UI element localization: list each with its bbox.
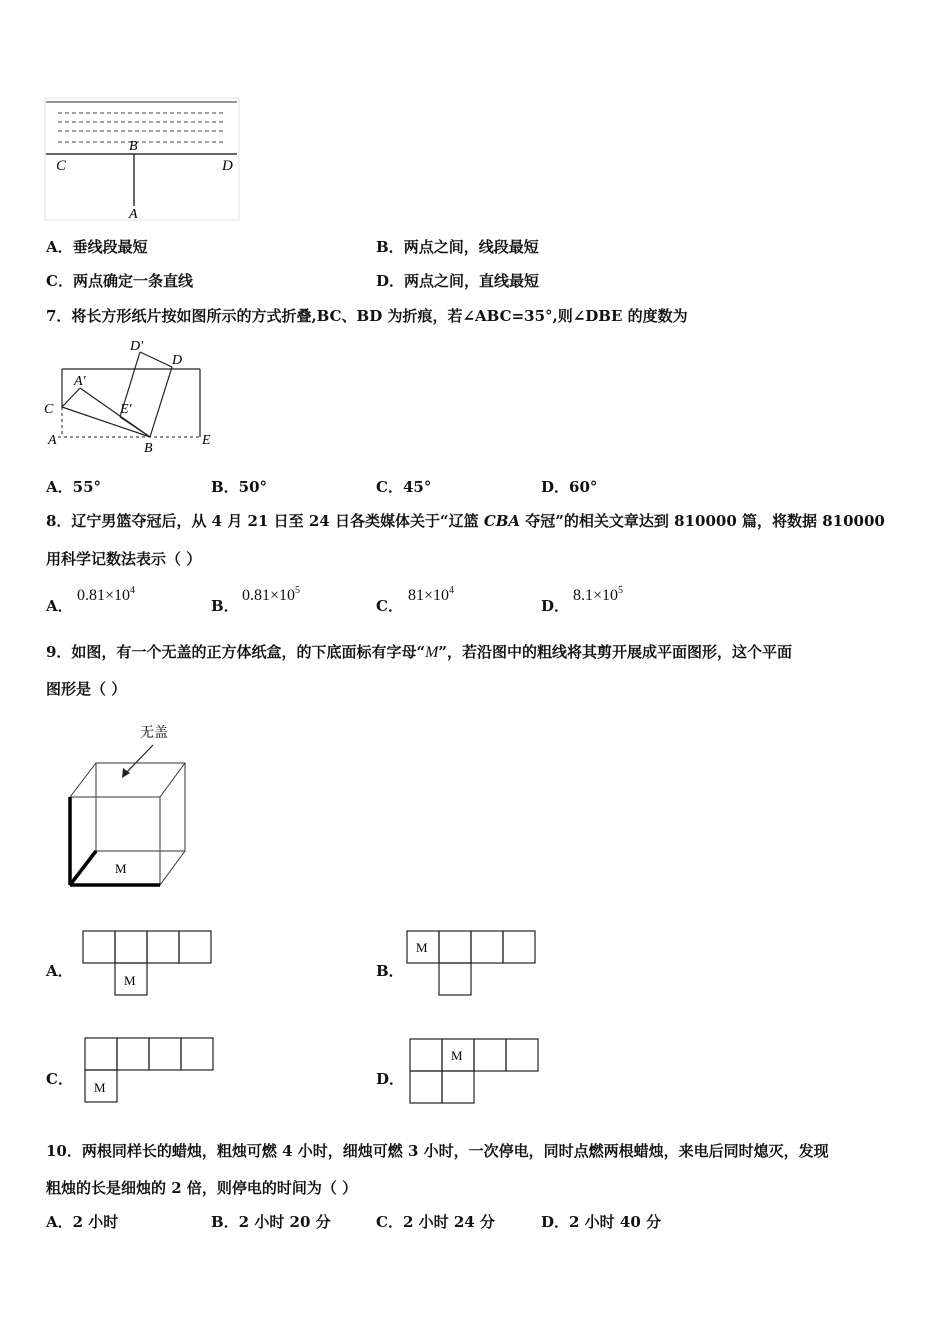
- q9-net-a-cell-3: [147, 931, 179, 963]
- q7-stem: 7．将长方形纸片按如图所示的方式折叠,BC、BD 为折痕，若∠ABC=35°,则∠DBE 的度数为: [46, 307, 688, 325]
- q6-option-d-letter: D．: [376, 272, 405, 290]
- q6-option-b: [376, 236, 539, 257]
- q8-option-c-letter: C．: [376, 597, 403, 615]
- q8-option-b-exp: 5: [295, 585, 301, 596]
- q9-net-c-cell-3: [149, 1038, 181, 1070]
- q10-stem-line2: 粗烛的长是细烛的 2 倍，则停电的时间为（ ）: [46, 1179, 358, 1197]
- q7-option-d: D．60°: [541, 478, 598, 496]
- q8-option-a-value: [77, 585, 135, 605]
- q9-net-b-cell-2: [439, 931, 471, 963]
- q10-option-b: B．2 小时 20 分: [211, 1213, 331, 1231]
- q6-option-c-letter: C．: [46, 272, 73, 290]
- q9-stem-italic: M: [425, 644, 439, 661]
- q9-net-d-cell-4: [506, 1039, 538, 1071]
- q9-net-a-cell-2: [115, 931, 147, 963]
- q9-net-d-cell-1: [410, 1039, 442, 1071]
- q9-option-c-letter: C．: [46, 1070, 73, 1088]
- q9-net-d-cell-5: [410, 1071, 442, 1103]
- q9-net-d-cell-6: [442, 1071, 474, 1103]
- q6-option-c-text: 两点确定一条直线: [72, 272, 193, 290]
- q8-option-b-value: [242, 585, 300, 605]
- q8-stem-line2: 用科学记数法表示（ ）: [46, 550, 202, 568]
- q9-cube-edge-br: [160, 851, 185, 885]
- q7-label-a-prime: A': [74, 374, 86, 389]
- q10-option-a: A．2 小时: [46, 1213, 119, 1231]
- q6-option-a-letter: A．: [46, 238, 73, 256]
- q7-figure: [44, 334, 224, 454]
- q6-option-b-text: 两点之间，线段最短: [403, 238, 539, 256]
- q6-label-c: C: [56, 158, 67, 174]
- q9-option-d-letter: D．: [376, 1070, 405, 1088]
- q8-option-a-letter: A．: [46, 597, 73, 615]
- q8-option-c-base: 81×10: [408, 587, 450, 604]
- q9-cube-edge-tr: [160, 763, 185, 797]
- q9-net-a-cell-4: [179, 931, 211, 963]
- q6-label-a: A: [129, 207, 138, 222]
- q6-label-b: B: [129, 139, 138, 154]
- q6-option-d-text: 两点之间，直线最短: [404, 272, 540, 290]
- q7-label-c: C: [44, 402, 54, 417]
- q9-stem-line1: [46, 641, 792, 662]
- q9-net-c-cell-1: [85, 1038, 117, 1070]
- q9-stem-pre: 9．如图，有一个无盖的正方体纸盒，的下底面标有字母“: [46, 643, 426, 661]
- q9-option-b-letter: B．: [376, 962, 404, 980]
- q10-option-d: D．2 小时 40 分: [541, 1213, 661, 1231]
- q10-stem-line1: 10．两根同样长的蜡烛，粗烛可燃 4 小时，细烛可燃 3 小时，一次停电，同时点燃两根蜡烛，来电后同时熄灭，发现: [46, 1142, 829, 1160]
- q9-cube-label: 无盖: [140, 726, 168, 741]
- q9-cube-back-face: [96, 763, 185, 851]
- q6-label-d: D: [222, 158, 233, 174]
- q7-label-d: D: [172, 353, 183, 368]
- q9-net-a-letter: M: [124, 973, 136, 988]
- q7-fold-bd: [150, 367, 172, 437]
- q9-net-c-cell-2: [117, 1038, 149, 1070]
- q6-option-b-letter: B．: [376, 238, 404, 256]
- q9-net-d-letter: M: [451, 1048, 463, 1063]
- q9-cube-face-letter: M: [115, 861, 127, 876]
- q7-label-a: A: [48, 433, 57, 448]
- q7-label-e: E: [202, 433, 211, 448]
- q6-option-d: [376, 270, 539, 291]
- q8-option-a-base: 0.81×10: [77, 587, 131, 604]
- q7-fold-cb: [62, 407, 150, 437]
- q9-option-a-letter: A．: [46, 962, 73, 980]
- q8-option-d-value: [573, 585, 623, 605]
- q6-figure-frame: [45, 98, 239, 220]
- q7-option-c: C．45°: [376, 478, 432, 496]
- q9-net-b-cell-5: [439, 963, 471, 995]
- q10-option-c: C．2 小时 24 分: [376, 1213, 495, 1231]
- q9-net-a: [82, 929, 222, 1001]
- q9-stem-post: ”，若沿图中的粗线将其剪开展成平面图形，这个平面: [438, 643, 793, 661]
- q9-net-b-letter: M: [416, 940, 428, 955]
- q8-option-a-exp: 4: [130, 585, 136, 596]
- q8-stem-pre: 8．辽宁男篮夺冠后，从 4 月 21 日至 24 日各类媒体关于“辽篮: [46, 512, 484, 530]
- q7-label-e-prime: E': [120, 402, 132, 417]
- q6-figure: [44, 96, 244, 226]
- q9-net-c-letter: M: [94, 1080, 106, 1095]
- q9-net-d-cell-3: [474, 1039, 506, 1071]
- q8-stem-line1: [46, 510, 885, 531]
- q8-option-d-exp: 5: [618, 585, 624, 596]
- q8-option-b-letter: B．: [211, 597, 239, 615]
- q7-label-d-prime: D': [130, 339, 144, 354]
- q6-option-a-text: 垂线段最短: [72, 238, 148, 256]
- q7-e-prime-b: [120, 417, 150, 437]
- q9-cube-edge-tl: [70, 763, 96, 797]
- q9-arrow-shaft: [126, 745, 153, 773]
- q9-stem-line2: 图形是（ ）: [46, 680, 127, 698]
- q8-stem-italic: CBA: [483, 512, 521, 530]
- q7-option-b: B．50°: [211, 478, 268, 496]
- q8-option-b-base: 0.81×10: [242, 587, 296, 604]
- q9-net-c-cell-4: [181, 1038, 213, 1070]
- q8-option-d-letter: D．: [541, 597, 570, 615]
- q8-stem-post: 夺冠”的相关文章达到 810000 篇，将数据 810000: [520, 512, 885, 530]
- q9-net-a-cell-1: [83, 931, 115, 963]
- q9-cube-figure: [60, 715, 230, 890]
- q9-net-b-cell-3: [471, 931, 503, 963]
- q9-net-b: [406, 929, 546, 1001]
- q8-option-c-value: [408, 585, 454, 605]
- q7-option-a: A．55°: [46, 478, 102, 496]
- q7-label-b: B: [144, 441, 153, 456]
- q7-d-prime-d: [140, 352, 172, 367]
- q8-option-d-base: 8.1×10: [573, 587, 619, 604]
- q8-option-c-exp: 4: [449, 585, 455, 596]
- q9-cut-line-diag: [70, 851, 96, 885]
- q9-net-b-cell-4: [503, 931, 535, 963]
- q7-ca-prime: [62, 388, 80, 407]
- q9-net-d: [409, 1037, 549, 1109]
- q9-net-c: [84, 1036, 224, 1108]
- q6-option-c: [46, 270, 193, 291]
- q6-option-a: [46, 236, 148, 257]
